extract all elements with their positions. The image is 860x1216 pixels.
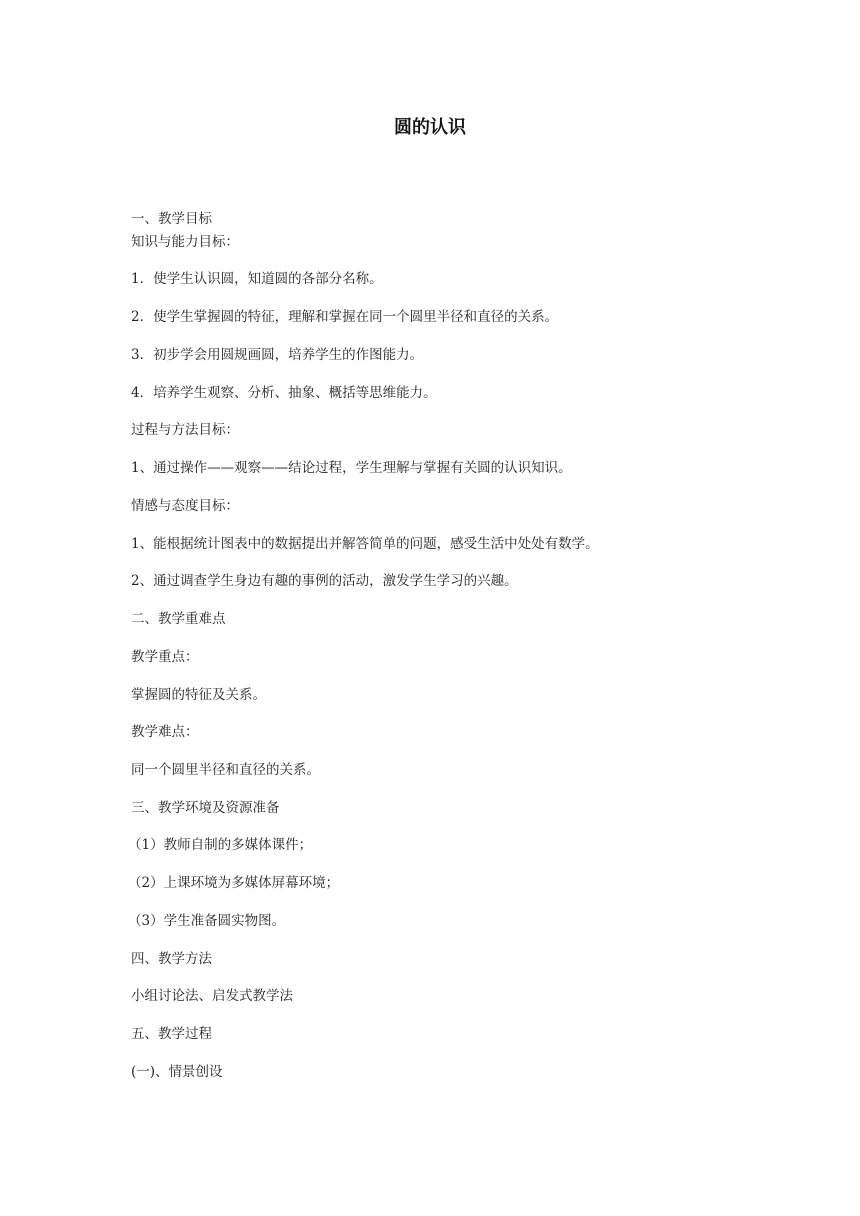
section-heading-environment: 三、教学环境及资源准备 (131, 800, 280, 816)
objective-item-3: 3．初步学会用圆规画圆，培养学生的作图能力。 (131, 347, 424, 363)
section-heading-methods: 四、教学方法 (131, 951, 212, 967)
environment-item-3: （3）学生准备圆实物图。 (128, 913, 286, 929)
emotion-item-2: 2、通过调查学生身边有趣的事例的活动，激发学生学习的兴趣。 (131, 573, 518, 589)
environment-item-2: （2）上课环境为多媒体屏幕环境； (128, 875, 340, 891)
subheading-emotion-attitude: 情感与态度目标： (131, 498, 239, 514)
document-title: 圆的认识 (394, 117, 466, 138)
section-heading-key-points: 二、教学重难点 (131, 611, 226, 627)
section-heading-objectives: 一、教学目标 (131, 211, 212, 227)
key-point-text: 掌握圆的特征及关系。 (131, 687, 266, 703)
emotion-item-1: 1、能根据统计图表中的数据提出并解答简单的问题，感受生活中处处有数学。 (131, 536, 599, 552)
environment-item-1: （1）教师自制的多媒体课件； (128, 837, 313, 853)
process-item-1: 1、通过操作——观察——结论过程，学生理解与掌握有关圆的认识知识。 (131, 460, 572, 476)
objective-item-4: 4．培养学生观察、分析、抽象、概括等思维能力。 (131, 385, 437, 401)
subheading-key-point: 教学重点： (131, 649, 199, 665)
subheading-knowledge-ability: 知识与能力目标： (131, 234, 239, 250)
methods-text: 小组讨论法、启发式教学法 (131, 988, 293, 1004)
difficult-point-text: 同一个圆里半径和直径的关系。 (131, 762, 320, 778)
process-subheading-scenario: (一)、情景创设 (131, 1064, 223, 1080)
section-heading-process: 五、教学过程 (131, 1026, 212, 1042)
objective-item-1: 1．使学生认识圆，知道圆的各部分名称。 (131, 271, 383, 287)
subheading-process-method: 过程与方法目标： (131, 422, 239, 438)
objective-item-2: 2．使学生掌握圆的特征，理解和掌握在同一个圆里半径和直径的关系。 (131, 309, 559, 325)
subheading-difficult-point: 教学难点： (131, 724, 199, 740)
